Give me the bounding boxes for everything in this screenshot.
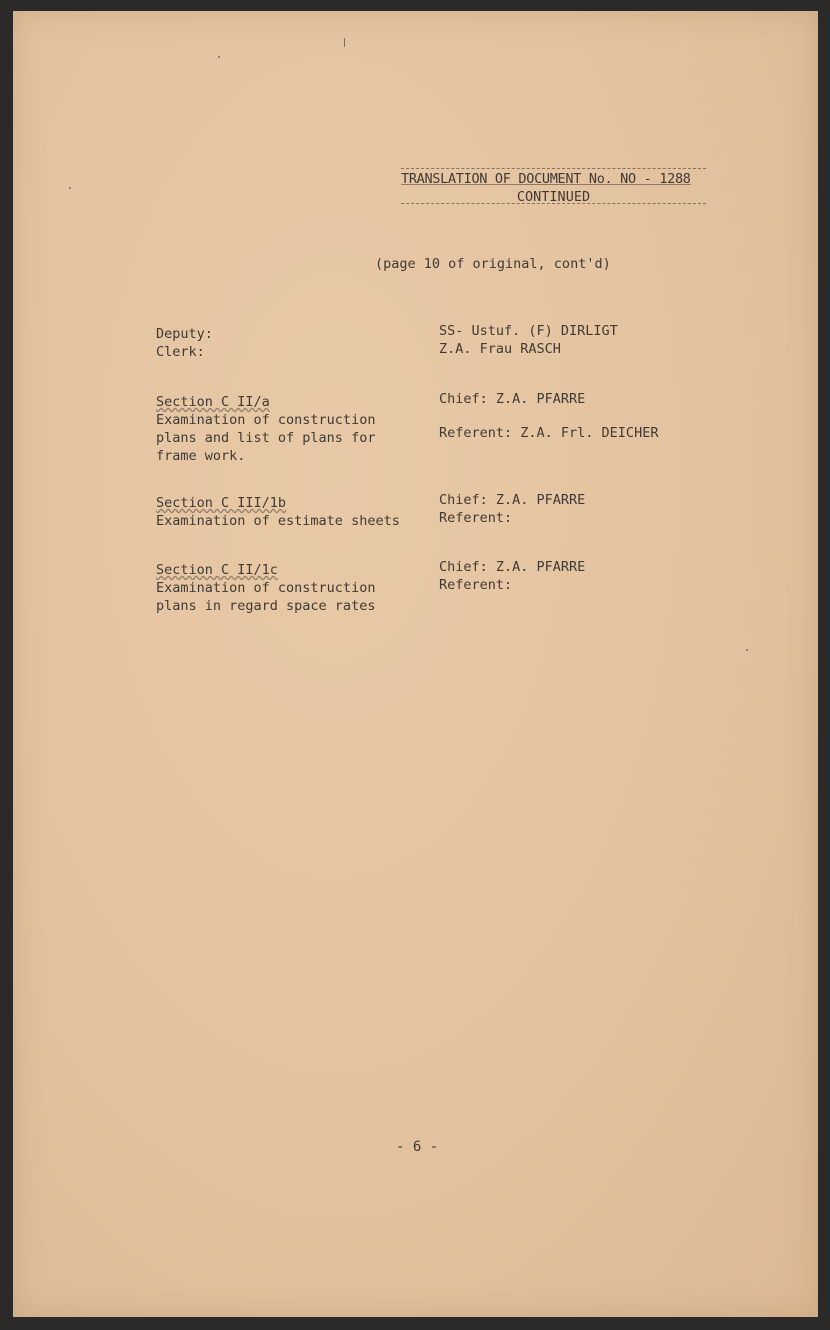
- staff-labels: [156, 325, 213, 361]
- section-description-line: Examination of estimate sheets: [156, 513, 400, 529]
- referent-line: Referent:: [439, 577, 513, 593]
- staff-values: [439, 322, 618, 358]
- section-description-line: plans and list of plans for: [156, 430, 376, 446]
- section-description-line: Examination of construction: [156, 412, 376, 428]
- section-description-line: Examination of construction: [156, 580, 376, 596]
- section-c-ii-1c: [156, 561, 375, 615]
- header-rule-top: [401, 168, 706, 169]
- chief-line: Chief: Z.A. PFARRE: [439, 559, 586, 575]
- referent-line: Referent: Z.A. Frl. DEICHER: [439, 425, 659, 441]
- spacer: [439, 408, 658, 424]
- section-c-iii-1b: [156, 494, 400, 530]
- section-c-ii-a: [156, 393, 375, 465]
- section-c-ii-1c-roles: [439, 558, 585, 594]
- clerk-label: Clerk:: [156, 344, 205, 360]
- page-reference: (page 10 of original, cont'd): [375, 256, 611, 272]
- paper-speck: [218, 56, 220, 58]
- section-description-line: frame work.: [156, 448, 246, 464]
- paper-speck: [69, 187, 71, 189]
- section-title: Section C II/a: [156, 394, 270, 410]
- chief-line: Chief: Z.A. PFARRE: [439, 492, 586, 508]
- header-rule-bottom: [401, 203, 706, 204]
- section-description-line: plans in regard space rates: [156, 598, 376, 614]
- page-number: - 6 -: [396, 1139, 439, 1155]
- deputy-label: Deputy:: [156, 326, 213, 342]
- deputy-value: SS- Ustuf. (F) DIRLIGT: [439, 323, 618, 339]
- section-title: Section C II/1c: [156, 562, 278, 578]
- section-c-ii-a-roles: [439, 390, 658, 442]
- document-title: TRANSLATION OF DOCUMENT No. NO - 1288: [401, 171, 691, 187]
- chief-line: Chief: Z.A. PFARRE: [439, 391, 586, 407]
- section-title: Section C III/1b: [156, 495, 287, 511]
- section-c-iii-1b-roles: [439, 491, 585, 527]
- paper-speck: [746, 649, 748, 651]
- document-subtitle: CONTINUED: [516, 189, 591, 205]
- referent-line: Referent:: [439, 510, 513, 526]
- document-page: [13, 11, 818, 1317]
- paper-speck: [344, 38, 345, 47]
- clerk-value: Z.A. Frau RASCH: [439, 341, 561, 357]
